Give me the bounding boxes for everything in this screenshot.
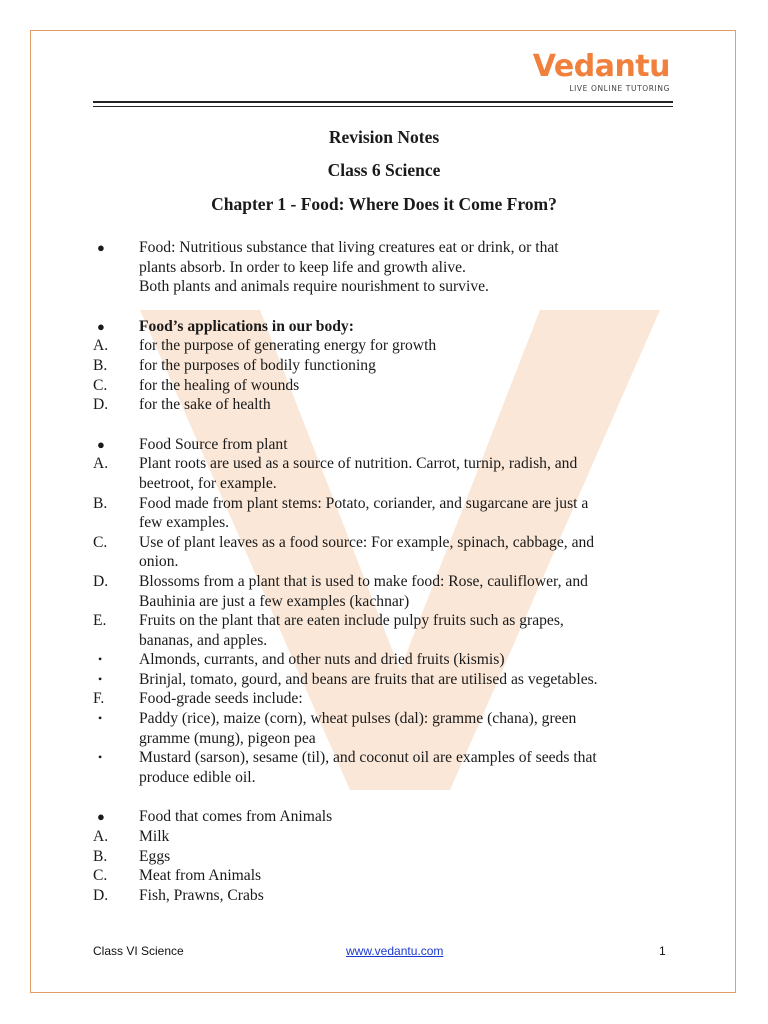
bullet-icon: • <box>98 711 103 726</box>
plant-heading <box>93 435 673 455</box>
bullet-icon: • <box>98 671 103 686</box>
list-text: Food made from plant stems: Potato, coriander, and sugarcane are just a <box>139 494 589 512</box>
section-title: Food Source from plant <box>139 435 288 453</box>
list-item <box>93 709 673 748</box>
list-text: Brinjal, tomato, gourd, and beans are fruits that are utilised as vegetables. <box>139 670 598 688</box>
list-item <box>93 748 673 787</box>
list-text: Food-grade seeds include: <box>139 690 303 708</box>
list-text: Fruits on the plant that are eaten include pulpy fruits such as grapes, <box>139 612 564 630</box>
list-text: Meat from Animals <box>139 867 262 885</box>
list-marker: D. <box>93 396 109 414</box>
list-item <box>93 454 673 493</box>
section-title: Food’s applications in our body: <box>139 317 354 335</box>
header-rule-thick <box>93 101 673 103</box>
list-text: Eggs <box>139 847 171 865</box>
animal-heading <box>93 807 673 827</box>
list-item <box>93 376 673 396</box>
logo-tagline: LIVE ONLINE TUTORING <box>569 84 670 93</box>
list-item <box>93 533 673 572</box>
bullet-icon: • <box>98 652 103 667</box>
intro-line: Food: Nutritious substance that living creatures eat or drink, or that <box>139 239 559 256</box>
list-item <box>93 494 673 533</box>
list-marker: E. <box>93 612 107 630</box>
page-number: 1 <box>659 944 666 958</box>
list-text: Mustard (sarson), sesame (til), and coconut oil are examples of seeds that <box>139 749 597 767</box>
intro-line: Both plants and animals require nourishment to survive. <box>139 278 489 296</box>
list-text: few examples. <box>139 514 230 532</box>
list-text: for the healing of wounds <box>139 376 300 394</box>
list-marker: B. <box>93 356 108 374</box>
vedantu-logo <box>533 50 670 93</box>
list-item <box>93 356 673 376</box>
list-item <box>93 395 673 415</box>
list-marker: D. <box>93 572 109 590</box>
logo-wordmark: Vedantu <box>532 49 670 84</box>
applications-heading <box>93 317 673 337</box>
section-title: Food that comes from Animals <box>139 808 333 826</box>
list-marker: A. <box>93 337 109 355</box>
list-text: bananas, and apples. <box>139 631 268 649</box>
chapter-heading: Chapter 1 - Food: Where Does it Come From? <box>211 194 557 214</box>
list-text: for the purposes of bodily functioning <box>139 356 376 374</box>
intro-item <box>93 238 673 297</box>
list-text: for the purpose of generating energy for growth <box>139 337 437 355</box>
header-rule-thin <box>93 106 673 107</box>
list-marker: C. <box>93 867 108 885</box>
footer-class-label: Class VI Science <box>93 944 184 958</box>
list-text: gramme (mung), pigeon pea <box>139 729 316 747</box>
list-item <box>93 847 673 867</box>
list-marker: B. <box>93 847 108 865</box>
page-title: Revision Notes <box>328 127 440 147</box>
list-text: Milk <box>139 828 170 846</box>
list-marker: A. <box>93 455 109 473</box>
bullet-icon: ● <box>97 809 105 825</box>
list-text: Fish, Prawns, Crabs <box>139 886 264 904</box>
list-item <box>93 827 673 847</box>
list-item <box>93 572 673 611</box>
list-text: beetroot, for example. <box>139 474 277 492</box>
intro-line: plants absorb. In order to keep life and growth alive. <box>139 258 466 276</box>
list-text: onion. <box>139 553 179 571</box>
list-text: Plant roots are used as a source of nutrition. Carrot, turnip, radish, and <box>139 455 578 473</box>
list-text: for the sake of health <box>139 396 271 414</box>
list-marker: B. <box>93 494 108 512</box>
list-item <box>93 866 673 886</box>
bullet-icon: • <box>98 750 103 765</box>
list-item <box>93 336 673 356</box>
list-item <box>93 886 673 906</box>
list-marker: A. <box>93 828 109 846</box>
list-item <box>93 650 673 670</box>
list-marker: C. <box>93 533 108 551</box>
list-text: Bauhinia are just a few examples (kachnar) <box>139 592 410 610</box>
notes-body <box>93 238 673 905</box>
list-text: Use of plant leaves as a food source: For example, spinach, cabbage, and <box>139 533 595 551</box>
footer-website-link[interactable]: www.vedantu.com <box>346 944 444 958</box>
bullet-icon: ● <box>97 240 105 255</box>
bullet-icon: ● <box>97 436 105 452</box>
list-text: Paddy (rice), maize (corn), wheat pulses (dal): gramme (chana), green <box>139 710 577 728</box>
list-item <box>93 611 673 650</box>
bullet-icon: ● <box>97 318 105 334</box>
list-marker: C. <box>93 376 108 394</box>
class-heading: Class 6 Science <box>327 160 441 180</box>
list-marker: F. <box>93 690 105 708</box>
list-text: produce edible oil. <box>139 768 256 786</box>
list-item <box>93 670 673 690</box>
list-marker: D. <box>93 886 109 904</box>
list-text: Blossoms from a plant that is used to make food: Rose, cauliflower, and <box>139 572 588 590</box>
list-item <box>93 689 673 709</box>
list-text: Almonds, currants, and other nuts and dried fruits (kismis) <box>139 651 505 669</box>
